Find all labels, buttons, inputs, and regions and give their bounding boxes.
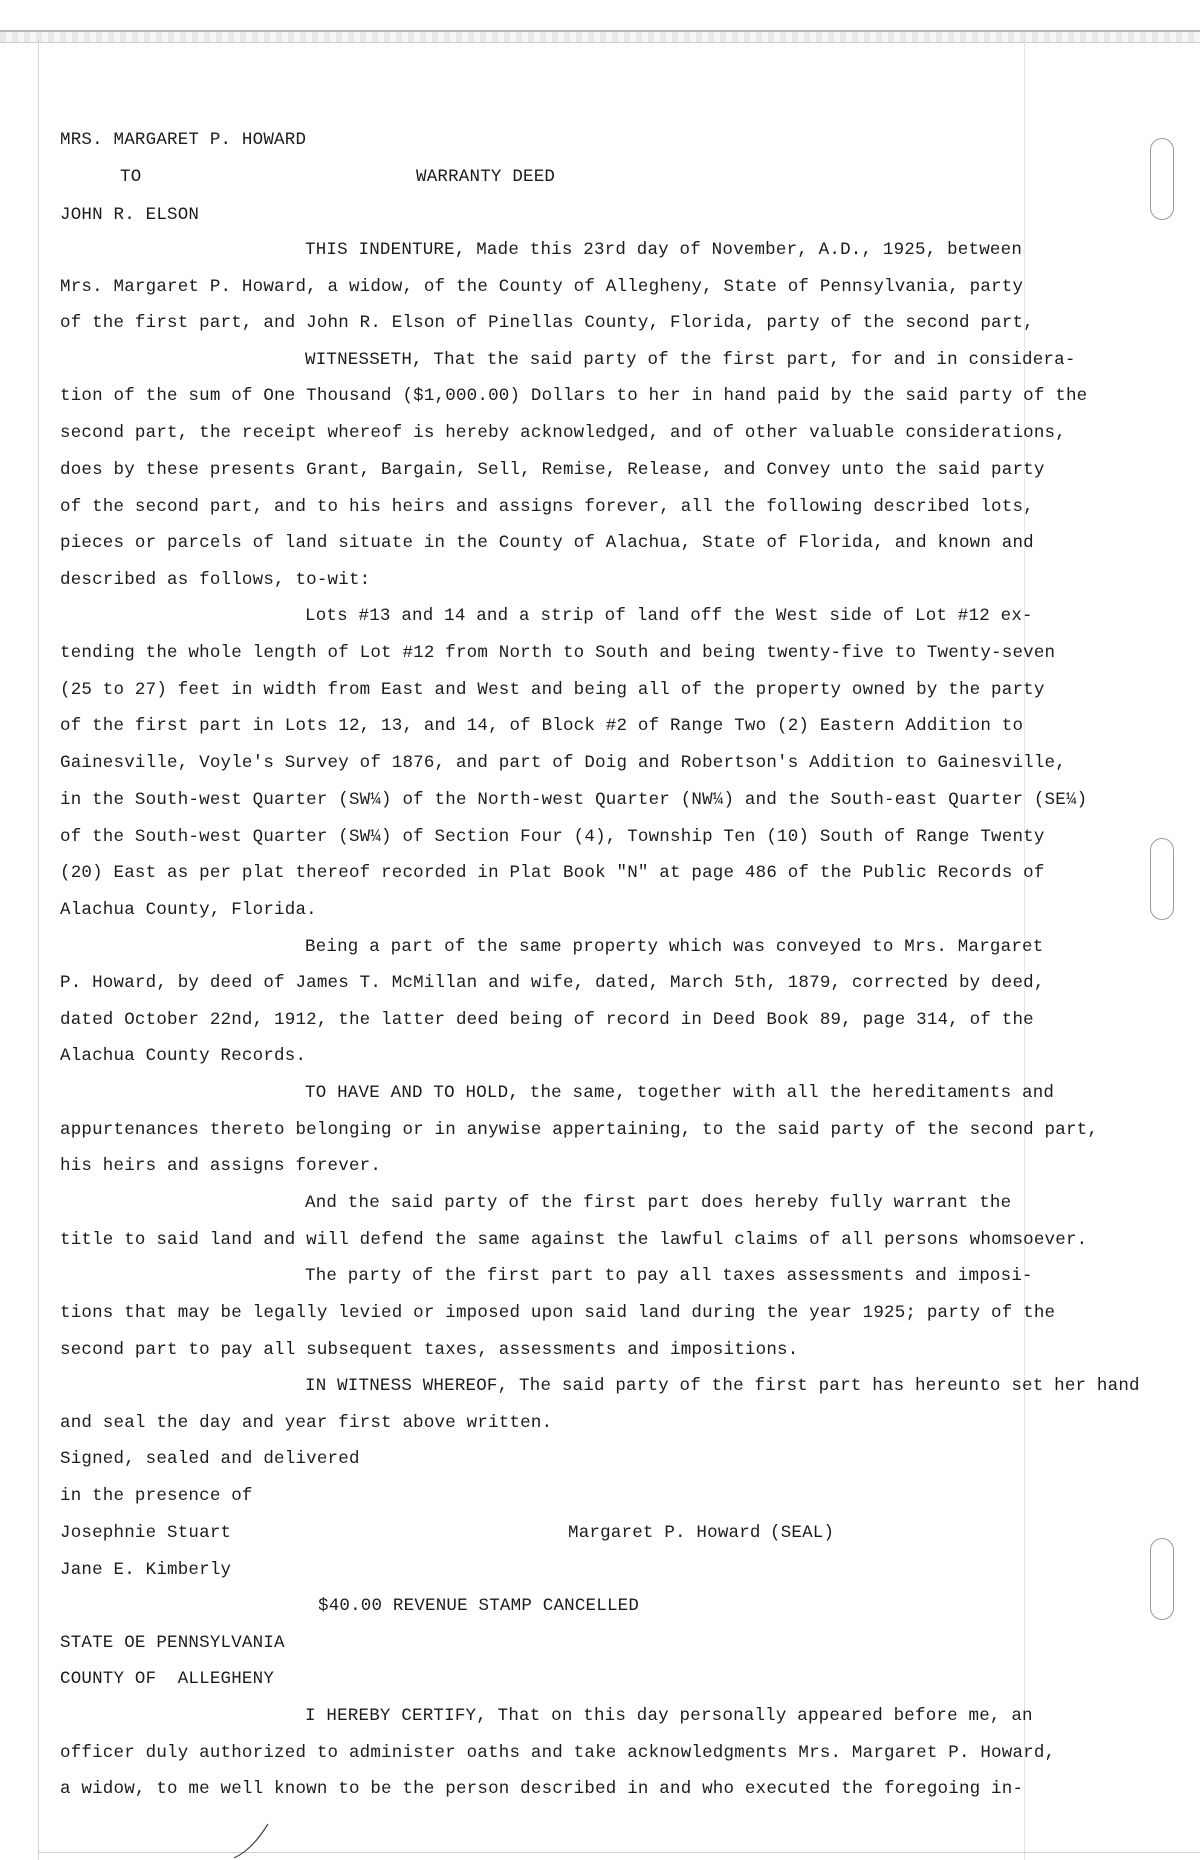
body-line: second part to pay all subsequent taxes, assessments and impositions. xyxy=(60,1340,799,1360)
body-line: Signed, sealed and delivered xyxy=(60,1449,360,1469)
body-line: of the second part, and to his heirs and assigns forever, all the following described lots, xyxy=(60,497,1034,517)
acknowledgment-line: officer duly authorized to administer oaths and take acknowledgments Mrs. Margaret P. Howard, xyxy=(60,1743,1056,1763)
witness-1-name: Josephnie Stuart xyxy=(60,1523,232,1543)
body-line: appurtenances thereto belonging or in anywise appertaining, to the said party of the second part, xyxy=(60,1120,1099,1140)
body-line: title to said land and will defend the same against the lawful claims of all persons whomsoever. xyxy=(60,1230,1088,1250)
binder-hole-middle xyxy=(1150,838,1174,920)
body-line: of the first part, and John R. Elson of Pinellas County, Florida, party of the second part, xyxy=(60,313,1034,333)
body-line: Mrs. Margaret P. Howard, a widow, of the County of Allegheny, State of Pennsylvania, party xyxy=(60,277,1024,297)
body-line: his heirs and assigns forever. xyxy=(60,1156,382,1176)
seal-label: (SEAL) xyxy=(770,1523,835,1543)
body-line: Alachua County Records. xyxy=(60,1046,307,1066)
grantee-name: JOHN R. ELSON xyxy=(60,205,200,225)
grantor-name: MRS. MARGARET P. HOWARD xyxy=(60,130,307,150)
revenue-stamp-note: $40.00 REVENUE STAMP CANCELLED xyxy=(318,1596,640,1616)
signer-name: Margaret P. Howard xyxy=(568,1523,761,1543)
body-line: And the said party of the first part does hereby fully warrant the xyxy=(305,1193,1012,1213)
body-line: P. Howard, by deed of James T. McMillan and wife, dated, March 5th, 1879, corrected by deed, xyxy=(60,973,1045,993)
binder-hole-top xyxy=(1150,138,1174,220)
top-border xyxy=(0,30,1200,43)
body-line: described as follows, to-wit: xyxy=(60,570,371,590)
pen-stroke-mark xyxy=(232,1820,272,1860)
to-label: TO xyxy=(120,167,142,187)
body-line: TO HAVE AND TO HOLD, the same, together with all the hereditaments and xyxy=(305,1083,1055,1103)
body-line: does by these presents Grant, Bargain, Sell, Remise, Release, and Convey unto the said party xyxy=(60,460,1045,480)
body-line: (25 to 27) feet in width from East and West and being all of the property owned by the party xyxy=(60,680,1045,700)
acknowledgment-county: COUNTY OF ALLEGHENY xyxy=(60,1669,275,1689)
body-line: of the South-west Quarter (SW¼) of Section Four (4), Township Ten (10) South of Range Twenty xyxy=(60,827,1045,847)
body-line: tending the whole length of Lot #12 from North to South and being twenty-five to Twenty-seven xyxy=(60,643,1056,663)
acknowledgment-line: a widow, to me well known to be the person described in and who executed the foregoing in- xyxy=(60,1779,1024,1799)
body-line: second part, the receipt whereof is hereby acknowledged, and of other valuable considerations, xyxy=(60,423,1066,443)
body-line: in the South-west Quarter (SW¼) of the North-west Quarter (NW¼) and the South-east Quarter (SE¼) xyxy=(60,790,1088,810)
body-line: tion of the sum of One Thousand ($1,000.00) Dollars to her in hand paid by the said party of the xyxy=(60,386,1088,406)
body-line: and seal the day and year first above written. xyxy=(60,1413,553,1433)
body-line: dated October 22nd, 1912, the latter deed being of record in Deed Book 89, page 314, of the xyxy=(60,1010,1034,1030)
body-line: THIS INDENTURE, Made this 23rd day of November, A.D., 1925, between xyxy=(305,240,1023,260)
body-line: IN WITNESS WHEREOF, The said party of the first part has hereunto set her hand xyxy=(305,1376,1140,1396)
body-line: of the first part in Lots 12, 13, and 14, of Block #2 of Range Two (2) Eastern Addition to xyxy=(60,716,1024,736)
bottom-border xyxy=(38,1852,1200,1853)
body-line: Being a part of the same property which was conveyed to Mrs. Margaret xyxy=(305,937,1044,957)
body-line: tions that may be legally levied or imposed upon said land during the year 1925; party of the xyxy=(60,1303,1056,1323)
body-line: pieces or parcels of land situate in the County of Alachua, State of Florida, and known and xyxy=(60,533,1034,553)
body-line: Alachua County, Florida. xyxy=(60,900,317,920)
body-line: (20) East as per plat thereof recorded in Plat Book "N" at page 486 of the Public Records of xyxy=(60,863,1045,883)
body-line: Gainesville, Voyle's Survey of 1876, and part of Doig and Robertson's Addition to Gainesville, xyxy=(60,753,1066,773)
document-title: WARRANTY DEED xyxy=(416,167,556,187)
left-margin-line xyxy=(38,40,39,1860)
binder-hole-bottom xyxy=(1150,1538,1174,1620)
body-line: Lots #13 and 14 and a strip of land off the West side of Lot #12 ex- xyxy=(305,606,1033,626)
acknowledgment-line: I HEREBY CERTIFY, That on this day personally appeared before me, an xyxy=(305,1706,1033,1726)
body-line: The party of the first part to pay all taxes assessments and imposi- xyxy=(305,1266,1033,1286)
body-line: in the presence of xyxy=(60,1486,253,1506)
witness-2-name: Jane E. Kimberly xyxy=(60,1560,232,1580)
acknowledgment-state: STATE OE PENNSYLVANIA xyxy=(60,1633,285,1653)
body-line: WITNESSETH, That the said party of the first part, for and in considera- xyxy=(305,350,1076,370)
